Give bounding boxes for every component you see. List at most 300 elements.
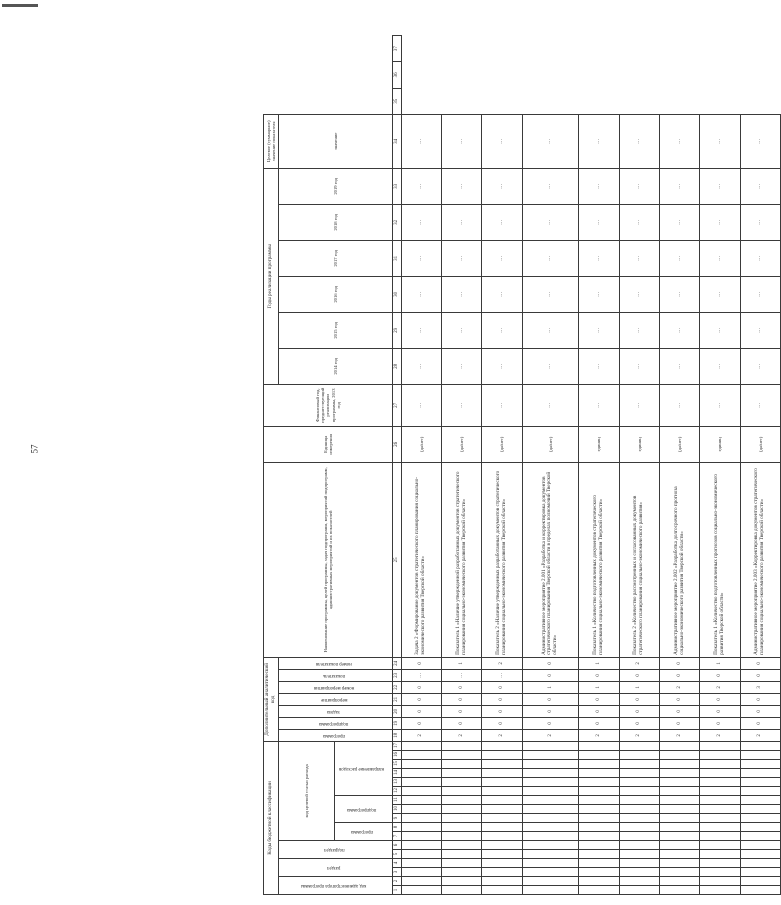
column-number: 8: [392, 823, 401, 832]
row-year-value: …: [619, 240, 659, 276]
kbk-code-cell: [442, 769, 482, 778]
kbk-code-cell: [619, 841, 659, 850]
dop-code-cell: 1: [579, 657, 619, 669]
kbk-code-cell: [619, 823, 659, 832]
kbk-code-cell: [619, 850, 659, 859]
kbk-code-cell: [482, 760, 522, 769]
kbk-code-cell: [522, 805, 578, 814]
dop-code-cell: 0: [522, 705, 578, 717]
dop-code-cell: 0: [401, 693, 441, 705]
header-programma: [334, 823, 392, 841]
kbk-code-cell: [659, 805, 699, 814]
column-number: 6: [392, 841, 401, 850]
kbk-code-cell: [740, 741, 780, 750]
dop-code-cell: 0: [482, 717, 522, 729]
kbk-code-cell: [482, 787, 522, 796]
header-dop-col: [278, 717, 392, 729]
row-year-value: …: [442, 312, 482, 348]
dop-code-cell: 0: [700, 693, 740, 705]
kbk-code-cell: [659, 859, 699, 868]
column-number: 35: [392, 88, 401, 114]
header-year: 2019 год: [278, 168, 392, 204]
dop-code-cell: …: [442, 669, 482, 681]
kbk-code-cell: [442, 796, 482, 805]
kbk-code-cell: [740, 841, 780, 850]
kbk-code-cell: [442, 751, 482, 760]
row-fin-value: …: [579, 384, 619, 426]
header-dop-col-text: подпрограмма: [319, 721, 349, 727]
row-year-value: …: [522, 240, 578, 276]
table-row: [740, 36, 780, 895]
row-year-value: …: [442, 168, 482, 204]
row-year-value: …: [740, 168, 780, 204]
header-razdel: [278, 859, 392, 877]
row-year-value: …: [740, 276, 780, 312]
kbk-code-cell: [442, 877, 482, 886]
dop-code-cell: 0: [579, 717, 619, 729]
kbk-code-cell: [522, 741, 578, 750]
kbk-code-cell: [700, 877, 740, 886]
dop-code-cell: 0: [659, 669, 699, 681]
dop-code-cell: 0: [442, 681, 482, 693]
row-target-value: …: [619, 114, 659, 168]
column-number: 32: [392, 204, 401, 240]
header-dop-col: [278, 729, 392, 741]
dop-code-cell: 2: [579, 729, 619, 741]
header-year: 2014 год: [278, 348, 392, 384]
row-name: Показатель 1 «Наличие утвержденной разработанных документов стратегического планирования социально-экономического развития Тверской области»: [442, 462, 482, 657]
header-unit: Единица измерения: [264, 426, 393, 462]
row-unit: (да/нет): [659, 426, 699, 462]
kbk-code-cell: [740, 787, 780, 796]
dop-code-cell: 0: [659, 705, 699, 717]
kbk-code-cell: [619, 741, 659, 750]
kbk-code-cell: [659, 877, 699, 886]
kbk-code-cell: [700, 778, 740, 787]
column-number: 12: [392, 787, 401, 796]
header-colnum-row: [392, 36, 401, 895]
row-fin-value: …: [401, 384, 441, 426]
kbk-code-cell: [619, 796, 659, 805]
table-row: [619, 36, 659, 895]
kbk-code-cell: [482, 832, 522, 841]
row-name: Показатель 2 «Количество рассмотренных и согласованных документов стратегического планирования социально-экономического развития»: [619, 462, 659, 657]
kbk-code-cell: [579, 769, 619, 778]
dop-code-cell: 0: [401, 717, 441, 729]
kbk-code-cell: [619, 760, 659, 769]
dop-code-cell: 0: [579, 705, 619, 717]
kbk-code-cell: [579, 877, 619, 886]
kbk-code-cell: [700, 859, 740, 868]
kbk-code-cell: [659, 760, 699, 769]
kbk-code-cell: [442, 760, 482, 769]
dop-code-cell: 2: [700, 729, 740, 741]
program-table: [263, 35, 781, 895]
row-name: Показатель 1 «Количество подготовленных документов стратегического планирования социально-экономического развития Тверской области»: [579, 462, 619, 657]
header-target-group: Целевое (суммарное) значение показателя: [264, 114, 279, 168]
header-dop-col: [278, 681, 392, 693]
column-number: 16: [392, 751, 401, 760]
row-year-value: …: [442, 276, 482, 312]
dop-code-cell: 2: [401, 729, 441, 741]
dop-code-cell: 1: [442, 657, 482, 669]
row-year-value: …: [740, 204, 780, 240]
row-year-value: …: [401, 348, 441, 384]
column-number: 18: [392, 729, 401, 741]
row-name: Показатель 2 «Наличие утвержденных разработанных документов стратегического планирования социально-экономического развития Тверской области»: [482, 462, 522, 657]
kbk-code-cell: [401, 823, 441, 832]
row-year-value: …: [442, 240, 482, 276]
row-year-value: …: [522, 168, 578, 204]
kbk-code-cell: [619, 769, 659, 778]
kbk-code-cell: [522, 769, 578, 778]
row-year-value: …: [619, 276, 659, 312]
kbk-code-cell: [442, 805, 482, 814]
dop-code-cell: 0: [700, 705, 740, 717]
kbk-code-cell: [482, 886, 522, 895]
column-number: 5: [392, 850, 401, 859]
row-fin-value: …: [522, 384, 578, 426]
column-number: 24: [392, 657, 401, 669]
row-fin-value: …: [700, 384, 740, 426]
kbk-code-cell: [482, 805, 522, 814]
kbk-code-cell: [659, 741, 699, 750]
dop-code-cell: 0: [482, 681, 522, 693]
kbk-code-cell: [482, 769, 522, 778]
row-year-value: …: [659, 240, 699, 276]
column-number: 10: [392, 805, 401, 814]
kbk-code-cell: [522, 841, 578, 850]
column-number: 3: [392, 868, 401, 877]
header-razdel-text: раздел: [327, 865, 341, 871]
dop-code-cell: 0: [619, 693, 659, 705]
rotated-table-sheet: [263, 35, 781, 895]
kbk-code-cell: [482, 841, 522, 850]
row-year-value: …: [442, 348, 482, 384]
kbk-code-cell: [579, 796, 619, 805]
dop-code-cell: 0: [619, 669, 659, 681]
row-year-value: …: [579, 312, 619, 348]
kbk-code-cell: [579, 778, 619, 787]
kbk-code-cell: [442, 850, 482, 859]
row-year-value: …: [522, 276, 578, 312]
header-dop-code: Дополнительный аналитический код: [264, 657, 279, 741]
kbk-code-cell: [619, 832, 659, 841]
kbk-code-cell: [659, 814, 699, 823]
kbk-code-cell: [700, 823, 740, 832]
header-admin-text: код администратора программы: [301, 883, 367, 889]
kbk-code-cell: [401, 877, 441, 886]
kbk-code-cell: [740, 769, 780, 778]
dop-code-cell: 0: [401, 681, 441, 693]
kbk-code-cell: [401, 841, 441, 850]
kbk-code-cell: [401, 814, 441, 823]
kbk-code-cell: [401, 859, 441, 868]
column-number: 33: [392, 168, 401, 204]
dop-code-cell: 0: [401, 705, 441, 717]
header-podrazdel-text: подраздел: [323, 847, 345, 853]
kbk-code-cell: [482, 859, 522, 868]
kbk-code-cell: [619, 778, 659, 787]
table-row: [482, 36, 522, 895]
kbk-code-cell: [442, 841, 482, 850]
row-year-value: …: [522, 348, 578, 384]
dop-code-cell: 0: [579, 693, 619, 705]
kbk-code-cell: [442, 832, 482, 841]
kbk-code-cell: [700, 741, 740, 750]
dop-code-cell: 2: [619, 729, 659, 741]
row-fin-value: …: [740, 384, 780, 426]
row-year-value: …: [700, 276, 740, 312]
column-number: 30: [392, 276, 401, 312]
column-number: 26: [392, 426, 401, 462]
row-year-value: …: [619, 168, 659, 204]
kbk-code-cell: [700, 769, 740, 778]
dop-code-cell: 2: [522, 729, 578, 741]
dop-code-cell: 1: [522, 681, 578, 693]
kbk-code-cell: [522, 886, 578, 895]
row-target-value: …: [659, 114, 699, 168]
dop-code-cell: …: [482, 669, 522, 681]
kbk-code-cell: [659, 868, 699, 877]
kbk-code-cell: [700, 850, 740, 859]
row-year-value: …: [442, 204, 482, 240]
column-number: 25: [392, 462, 401, 657]
kbk-code-cell: [442, 814, 482, 823]
dop-code-cell: 2: [482, 657, 522, 669]
dop-code-cell: 0: [442, 705, 482, 717]
kbk-code-cell: [442, 823, 482, 832]
kbk-code-cell: [522, 877, 578, 886]
kbk-code-cell: [522, 850, 578, 859]
header-admin: [278, 877, 392, 895]
kbk-code-cell: [482, 741, 522, 750]
header-dop-col-text: мероприятие: [320, 697, 348, 703]
dop-code-cell: 0: [740, 669, 780, 681]
column-number: 15: [392, 760, 401, 769]
column-number: 34: [392, 114, 401, 168]
row-unit: единиц: [579, 426, 619, 462]
row-year-value: …: [401, 240, 441, 276]
dop-code-cell: 0: [579, 669, 619, 681]
column-number: 9: [392, 814, 401, 823]
header-kbk: Коды бюджетной классификации: [264, 741, 279, 894]
dop-code-cell: …: [401, 669, 441, 681]
row-name: Административное мероприятие 2.002 «Разработка долгосрочного прогноза социально-экономического развития Тверской области»: [659, 462, 699, 657]
dop-code-cell: 0: [522, 657, 578, 669]
row-fin-value: …: [442, 384, 482, 426]
kbk-code-cell: [700, 796, 740, 805]
dop-code-cell: 0: [740, 717, 780, 729]
header-dop-col-text: показатель: [322, 673, 345, 679]
row-year-value: …: [482, 348, 522, 384]
row-year-value: …: [579, 240, 619, 276]
kbk-code-cell: [579, 886, 619, 895]
header-name: Наименование программы, целей программы, задач подпрограмм, мероприятий подпрограмм, административных мероприятий и их показателей: [264, 462, 393, 657]
kbk-code-cell: [482, 850, 522, 859]
row-year-value: …: [659, 168, 699, 204]
row-year-value: …: [740, 240, 780, 276]
dop-code-cell: 0: [740, 657, 780, 669]
kbk-code-cell: [522, 751, 578, 760]
row-unit: единиц: [700, 426, 740, 462]
kbk-code-cell: [482, 823, 522, 832]
row-year-value: …: [619, 348, 659, 384]
header-fin-year: Финансовый год, предшествующий реализации программы, 2013 год: [264, 384, 393, 426]
kbk-code-cell: [579, 832, 619, 841]
row-name: Задача 2 «Формирование документов стратегического планирования социально-экономического развития Тверской области»: [401, 462, 441, 657]
row-year-value: …: [401, 168, 441, 204]
dop-code-cell: 0: [619, 717, 659, 729]
kbk-code-cell: [700, 841, 740, 850]
header-dop-col-text: номер мероприятия: [313, 685, 355, 691]
row-year-value: …: [700, 348, 740, 384]
dop-code-cell: 1: [700, 657, 740, 669]
kbk-code-cell: [740, 832, 780, 841]
header-podprogramma-text: подпрограмма: [347, 806, 377, 812]
dop-code-cell: 0: [442, 693, 482, 705]
row-name: Административное мероприятие 2.001 «Разработка и корректировка документов стратегического планирования Тверской области в пределах полномочий Тверской области»: [522, 462, 578, 657]
kbk-code-cell: [740, 805, 780, 814]
row-year-value: …: [401, 312, 441, 348]
dop-code-cell: 0: [401, 657, 441, 669]
kbk-code-cell: [619, 805, 659, 814]
dop-code-cell: 2: [659, 729, 699, 741]
column-number: 36: [392, 62, 401, 88]
kbk-code-cell: [659, 796, 699, 805]
header-years-group: Годы реализации программы: [264, 168, 279, 384]
row-year-value: …: [659, 312, 699, 348]
kbk-code-cell: [619, 859, 659, 868]
header-programma-text: программа: [350, 829, 373, 835]
row-year-value: …: [579, 204, 619, 240]
header-napravlenie: [334, 741, 392, 795]
row-unit: (да/нет): [442, 426, 482, 462]
column-number: 7: [392, 832, 401, 841]
kbk-code-cell: [401, 741, 441, 750]
dop-code-cell: 0: [659, 717, 699, 729]
kbk-code-cell: [740, 760, 780, 769]
kbk-code-cell: [401, 850, 441, 859]
kbk-code-cell: [740, 886, 780, 895]
header-napravlenie-text: направление расходов: [339, 766, 385, 772]
column-number: 37: [392, 36, 401, 62]
kbk-code-cell: [659, 886, 699, 895]
header-target-value: значение: [278, 114, 392, 168]
kbk-code-cell: [579, 841, 619, 850]
row-target-value: …: [482, 114, 522, 168]
row-year-value: …: [522, 312, 578, 348]
kbk-code-cell: [740, 877, 780, 886]
header-kbk-sub: код целевой статьи расхода: [278, 741, 334, 840]
table-row: [522, 36, 578, 895]
row-year-value: …: [579, 348, 619, 384]
kbk-code-cell: [401, 886, 441, 895]
row-year-value: …: [482, 204, 522, 240]
page-number: 57: [29, 444, 40, 454]
column-number: 22: [392, 681, 401, 693]
kbk-code-cell: [659, 769, 699, 778]
column-number: 27: [392, 384, 401, 426]
kbk-code-cell: [579, 751, 619, 760]
row-year-value: …: [740, 348, 780, 384]
header-year: 2017 год: [278, 240, 392, 276]
column-number: 21: [392, 693, 401, 705]
dop-code-cell: 2: [700, 681, 740, 693]
dop-code-cell: 0: [482, 693, 522, 705]
column-number: 4: [392, 859, 401, 868]
row-name: Административное мероприятие 2.003 «Корректировка документов стратегического планирования социально-экономического развития Тверской области»: [740, 462, 780, 657]
kbk-code-cell: [401, 868, 441, 877]
kbk-code-cell: [619, 877, 659, 886]
kbk-code-cell: [482, 814, 522, 823]
table-row: [659, 36, 699, 895]
column-number: 1: [392, 886, 401, 895]
kbk-code-cell: [619, 751, 659, 760]
column-number: 2: [392, 877, 401, 886]
kbk-code-cell: [579, 823, 619, 832]
dop-code-cell: 0: [659, 657, 699, 669]
kbk-code-cell: [740, 868, 780, 877]
row-target-value: …: [579, 114, 619, 168]
row-year-value: …: [482, 276, 522, 312]
column-number: 13: [392, 778, 401, 787]
kbk-code-cell: [579, 787, 619, 796]
row-year-value: …: [700, 240, 740, 276]
dop-code-cell: 0: [740, 705, 780, 717]
kbk-code-cell: [401, 832, 441, 841]
dop-code-cell: 2: [482, 729, 522, 741]
header-dop-col: [278, 693, 392, 705]
table-row: [700, 36, 740, 895]
row-unit: (да/нет): [401, 426, 441, 462]
column-number: 20: [392, 705, 401, 717]
header-dop-col: [278, 657, 392, 669]
kbk-code-cell: [740, 859, 780, 868]
kbk-code-cell: [659, 850, 699, 859]
kbk-code-cell: [401, 751, 441, 760]
row-unit: (да/нет): [522, 426, 578, 462]
header-dop-col-text: программа: [322, 733, 345, 739]
kbk-code-cell: [579, 760, 619, 769]
table-row: [442, 36, 482, 895]
dop-code-cell: 1: [579, 681, 619, 693]
dop-code-cell: 0: [522, 717, 578, 729]
kbk-code-cell: [401, 760, 441, 769]
kbk-code-cell: [522, 859, 578, 868]
row-year-value: …: [700, 204, 740, 240]
dop-code-cell: 0: [442, 717, 482, 729]
dop-code-cell: 0: [659, 693, 699, 705]
header-year: 2015 год: [278, 312, 392, 348]
kbk-code-cell: [659, 823, 699, 832]
scan-edge-mark: [2, 4, 38, 7]
column-number: 17: [392, 741, 401, 750]
kbk-code-cell: [522, 814, 578, 823]
row-year-value: …: [659, 276, 699, 312]
column-number: 19: [392, 717, 401, 729]
kbk-code-cell: [442, 868, 482, 877]
kbk-code-cell: [442, 859, 482, 868]
kbk-code-cell: [740, 796, 780, 805]
kbk-code-cell: [579, 850, 619, 859]
column-number: 14: [392, 769, 401, 778]
kbk-code-cell: [442, 886, 482, 895]
kbk-code-cell: [700, 787, 740, 796]
dop-code-cell: 0: [700, 669, 740, 681]
kbk-code-cell: [700, 760, 740, 769]
kbk-code-cell: [619, 886, 659, 895]
